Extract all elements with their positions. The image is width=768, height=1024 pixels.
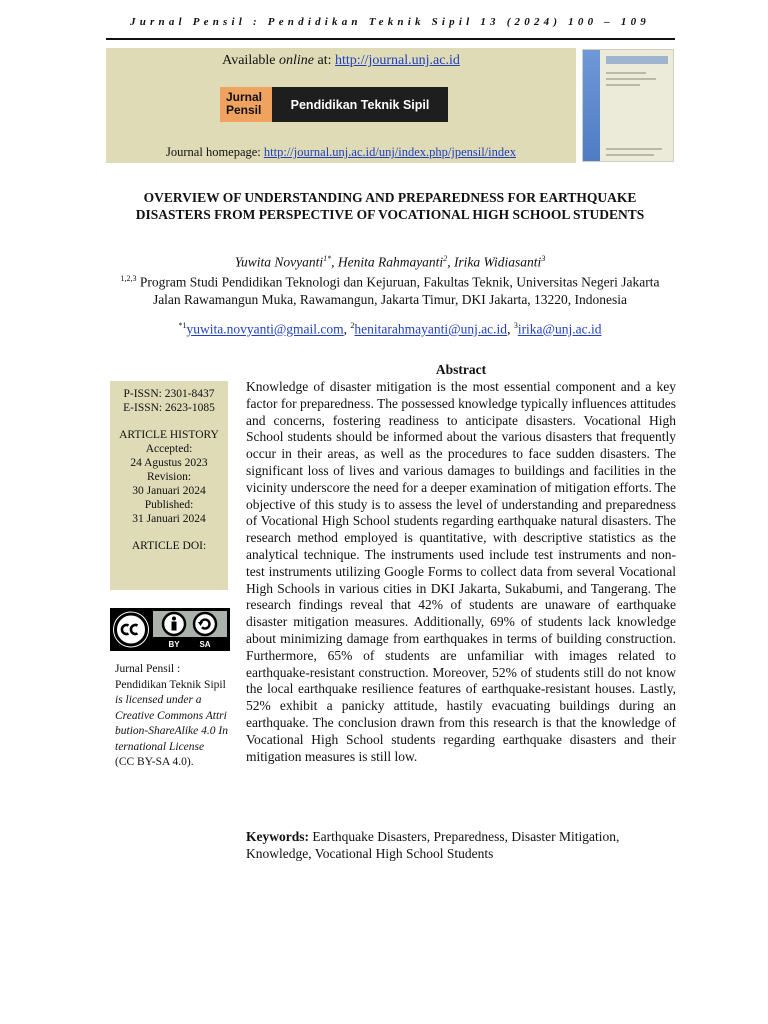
author-1: Yuwita Novyanti: [234, 254, 324, 270]
journal-homepage-line: Journal homepage: http://journal.unj.ac.id/unj/index.php/jpensil/index: [166, 145, 516, 159]
keywords: [246, 828, 676, 862]
cc-sa-label: SA: [199, 640, 211, 649]
published-date: 31 Januari 2024: [132, 513, 206, 525]
author-list: Yuwita Novyanti$^{1*}$, Henita Rahmayanti$^2$, Irika Widiasanti$^3$: [234, 254, 546, 270]
attribution-icon: [163, 613, 185, 635]
journal-logo: [220, 87, 448, 122]
running-header: Jurnal Pensil : Pendidikan Teknik Sipil 13 (2024) 100 – 109: [130, 16, 650, 28]
license-statement: Jurnal Pensil : Pendidikan Teknik Sipil is licensed under a Creative Commons Attribution-ShareAlike 4.0 International License (CC BY-SA 4.0).: [115, 663, 228, 768]
logo-jurnal-pensil: Jurnal Pensil: [220, 87, 272, 122]
article-doi-label: ARTICLE DOI:: [131, 540, 207, 552]
journal-site-link[interactable]: http://journal.unj.ac.id: [335, 53, 460, 68]
article-info-box: P-ISSN: 2301-8437 E-ISSN: 2623-1085 ARTICLE HISTORY Accepted: 24 Agustus 2023 Revision: 30 Januari 2024 Published: 31 Januari 2024 ARTICLE DOI:: [110, 381, 228, 590]
keywords-label: Keywords:: [246, 829, 309, 844]
revision-date: 30 Januari 2024: [132, 485, 206, 497]
author-3: Irika Widiasanti: [453, 254, 542, 270]
accepted-date: 24 Agustus 2023: [130, 457, 208, 469]
affiliation-address: Jalan Rawamangun Muka, Rawamangun, Jakarta Timur, DKI Jakarta, 13220, Indonesia: [152, 291, 628, 307]
affiliation: $^{1,2,3}$ Program Studi Pendidikan Teknologi dan Kejuruan, Fakultas Teknik, Universitas Negeri Jakarta Jalan Rawamangun Muka, Rawamangun, Jakarta Timur, DKI Jakarta, 13220, Indonesia: [120, 274, 660, 307]
pissn: P-ISSN: 2301-8437: [123, 388, 215, 400]
author-emails: $^{*1}$yuwita.novyanti@gmail.com, $^2$henitarahmayanti@unj.ac.id, $^3$irika@unj.ac.id: [178, 321, 602, 337]
license-journal-name: Jurnal Pensil : Pendidikan Teknik Sipil: [115, 663, 226, 691]
abstract-heading: Abstract: [435, 362, 487, 377]
email-link-2[interactable]: henitarahmayanti@unj.ac.id: [354, 321, 508, 337]
share-alike-icon: [194, 613, 216, 635]
keywords-list: Earthquake Disasters, Preparedness, Disaster Mitigation, Knowledge, Vocational High School Students: [246, 829, 620, 861]
cc-by-sa-badge[interactable]: [110, 608, 230, 651]
cc-by-label: BY: [168, 640, 180, 649]
cc-logo-icon: [113, 612, 149, 648]
eissn: E-ISSN: 2623-1085: [123, 402, 215, 414]
journal-homepage-link[interactable]: http://journal.unj.ac.id/unj/index.php/jpensil/index: [263, 145, 516, 159]
paper-title: OVERVIEW OF UNDERSTANDING AND PREPAREDNESS FOR EARTHQUAKE DISASTERS FROM PERSPECTIVE OF VOCATIONAL HIGH SCHOOL STUDENTS: [135, 190, 645, 222]
header-rule: [106, 38, 675, 40]
email-link-3[interactable]: irika@unj.ac.id: [517, 321, 602, 337]
journal-banner: [106, 48, 576, 163]
article-history-heading: ARTICLE HISTORY: [119, 429, 219, 441]
journal-cover-thumbnail: [582, 49, 674, 162]
email-link-1[interactable]: yuwita.novyanti@gmail.com: [186, 321, 344, 337]
author-2: Henita Rahmayanti: [337, 254, 444, 270]
abstract-text: Knowledge of disaster mitigation is the most essential component and a key factor for preparedness. The possessed knowledge typically influences attitudes and concerns, fostering readiness to anticipate disasters. Vocational High School students should be informed about the various disasters that frequently occur in their areas, as well as the procedures to face sudden disasters. The significant loss of lives and various damages to buildings and facilities in the vicinity underscore the need for a deeper examination of mitigation efforts. The objective of this study is to assess the level of understanding and preparedness of Vocational High School students regarding earthquake natural disasters. The research method employed is quantitative, with descriptive statistics as the analytical technique. The instruments used include test instruments and non-test instruments utilizing Google Forms to collect data from several Vocational High Schools in various cities in DKI Jakarta, Sukabumi, and Tangerang. The research findings reveal that 42% of students are unaware of earthquake disaster mitigation measures. Additionally, 69% of students lack knowledge about minimizing damage from earthquakes in terms of building construction. Furthermore, 65% of students are unfamiliar with images related to earthquake-resistant construction. Moreover, 52% of students still do not know the local earthquake resilience features of earthquake-resistant houses. Lastly, 52% exhibit a panicky attitude, hastily evacuating buildings during an earthquake. The conclusion drawn from this research is that the knowledge of Vocational High School students regarding earthquake disasters and their mitigation measures is still low.: [246, 379, 676, 764]
available-online-line: Available online at: http://journal.unj.ac.id: [222, 53, 460, 68]
license-name-link[interactable]: Creative Commons Attribution-ShareAlike 4.0 International License: [115, 709, 228, 753]
logo-subtitle: Pendidikan Teknik Sipil: [272, 87, 448, 122]
